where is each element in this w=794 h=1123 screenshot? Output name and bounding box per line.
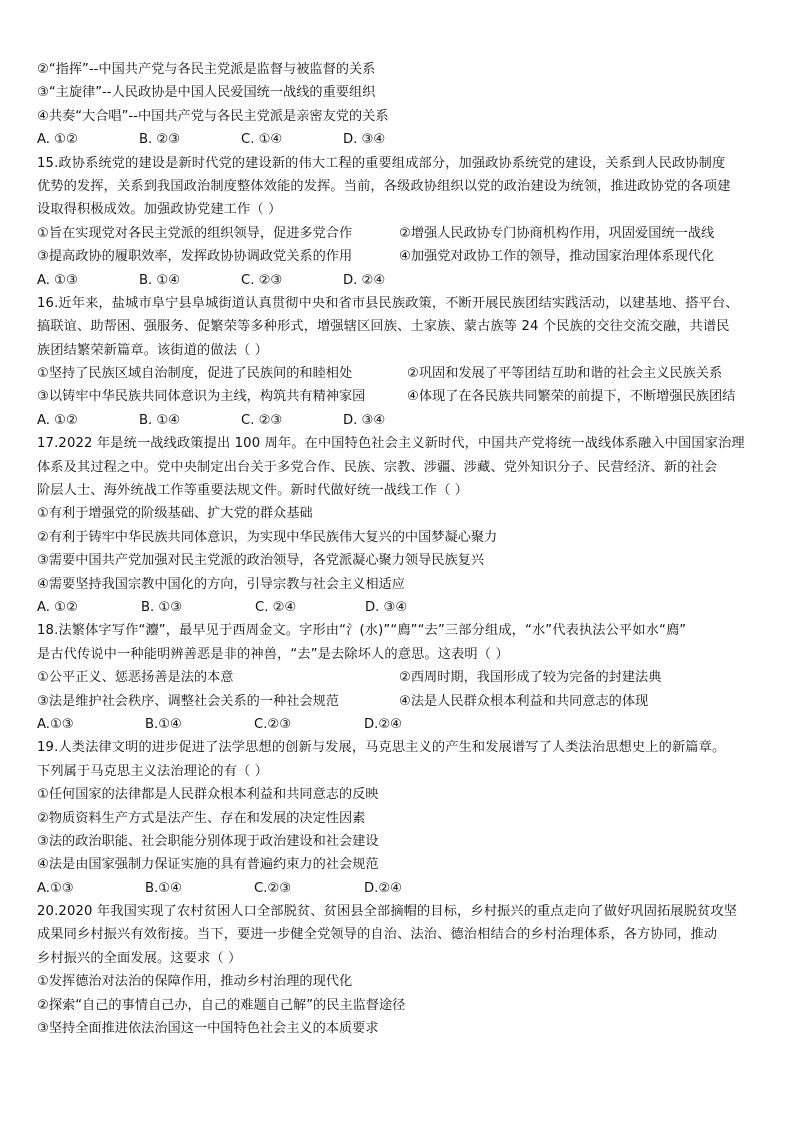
q15-answer-options bbox=[37, 269, 761, 292]
exam-page bbox=[37, 58, 761, 1040]
q18-stem-line-1: 18.法繁体字写作“灋”，最早见于西周金文。字形由“氵(水)”“廌”“去”三部分组成，“水”代表执法公平如水“廌” bbox=[37, 623, 687, 639]
q15-answer-b[interactable]: B. ①④ bbox=[139, 272, 181, 288]
q16-answer-d[interactable]: D. ③④ bbox=[343, 412, 386, 428]
q20-stem-line-1: 20.2020 年我国实现了农村贫困人口全部脱贫、贫困县全部摘帽的目标，乡村振兴的重点走向了做好巩固拓展脱贫攻坚 bbox=[37, 904, 738, 920]
q15-answer-c[interactable]: C. ②③ bbox=[241, 272, 283, 288]
q19-answer-d[interactable]: D.②④ bbox=[364, 880, 402, 896]
q14-answer-d[interactable]: D. ③④ bbox=[343, 132, 386, 148]
q17-statement-4: ④需要坚持我国宗教中国化的方向，引导宗教与社会主义相适应 bbox=[37, 576, 405, 592]
q15-answer-d[interactable]: D. ②④ bbox=[343, 272, 386, 288]
q18-answer-d[interactable]: D.②④ bbox=[364, 716, 402, 732]
q16-stem-line-3: 族团结繁荣新篇章。该街道的做法（ ） bbox=[37, 342, 269, 358]
q16-answer-c[interactable]: C. ②③ bbox=[241, 412, 283, 428]
q18-answer-a[interactable]: A.①③ bbox=[37, 716, 74, 732]
q16-statement-4: ④体现了在各民族共同繁荣的前提下，不断增强民族团结 bbox=[407, 389, 736, 405]
q17-answer-a[interactable]: A. ①② bbox=[37, 599, 78, 615]
q16-answer-b[interactable]: B. ①④ bbox=[139, 412, 181, 428]
q16-answer-options bbox=[37, 409, 761, 432]
q19-statement-4: ④法是由国家强制力保证实施的具有普遍约束力的社会规范 bbox=[37, 857, 379, 873]
q18-statement-1: ①公平正义、惩恶扬善是法的本意 bbox=[37, 670, 234, 686]
q20-stem-line-3: 乡村振兴的全面发展。这要求（ ） bbox=[37, 950, 242, 966]
q17-answer-b[interactable]: B. ①③ bbox=[141, 599, 183, 615]
q17-statement-2: ②有利于铸牢中华民族共同体意识，为实现中华民族伟大复兴的中国梦凝心聚力 bbox=[37, 529, 498, 545]
q18-stem-line-2: 是古代传说中一种能明辨善恶是非的神兽，“去”是去除坏人的意思。这表明（ ） bbox=[37, 646, 509, 662]
q18-answer-options bbox=[37, 713, 761, 736]
q15-statement-1: ①旨在实现党对各民主党派的组织领导，促进多党合作 bbox=[37, 225, 353, 241]
q14-answer-options bbox=[37, 128, 761, 151]
q19-stem-line-2: 下列属于马克思主义法治理论的有（ ） bbox=[37, 763, 269, 779]
q18-statement-2: ②西周时期，我国形成了较为完备的封建法典 bbox=[399, 670, 662, 686]
q16-statement-2: ②巩固和发展了平等团结互助和谐的社会主义民族关系 bbox=[407, 366, 723, 382]
q15-answer-a[interactable]: A. ①③ bbox=[37, 272, 78, 288]
q18-statements-1-2 bbox=[37, 666, 761, 689]
q18-statement-3: ③法是维护社会秩序、调整社会关系的一种社会规范 bbox=[37, 693, 339, 709]
q17-stem-line-3: 阶层人士、海外统战工作等重要法规文件。新时代做好统一战线工作（ ） bbox=[37, 483, 469, 499]
q19-statement-3: ③法的政治职能、社会职能分别体现于政治建设和社会建设 bbox=[37, 833, 379, 849]
q15-statements-3-4 bbox=[37, 245, 761, 268]
q16-statements-3-4 bbox=[37, 385, 761, 408]
q16-stem-line-2: 搞联谊、助帮困、强服务、促繁荣等多种形式，增强辖区回族、土家族、蒙古族等 24 个民族的交往交流交融，共谱民 bbox=[37, 319, 730, 335]
q14-statement-4: ④共奏“大合唱”--中国共产党与各民主党派是亲密友党的关系 bbox=[37, 108, 389, 124]
q17-stem-line-1: 17.2022 年是统一战线政策提出 100 周年。在中国特色社会主义新时代，中国共产党将统一战线体系融入中国国家治理 bbox=[37, 436, 745, 452]
q18-answer-c[interactable]: C.②③ bbox=[254, 716, 292, 732]
q18-statement-4: ④法是人民群众根本利益和共同意志的体现 bbox=[399, 693, 649, 709]
q15-statement-2: ②增强人民政协专门协商机构作用，巩固爱国统一战线 bbox=[399, 225, 715, 241]
q16-statements-1-2 bbox=[37, 362, 761, 385]
q20-statement-2: ②探索“自己的事情自己办，自己的难题自己解”的民主监督途径 bbox=[37, 997, 406, 1013]
q19-statement-1: ①任何国家的法律都是人民群众根本利益和共同意志的反映 bbox=[37, 787, 379, 803]
q17-statement-3: ③需要中国共产党加强对民主党派的政治领导，各党派凝心聚力领导民族复兴 bbox=[37, 553, 485, 569]
q16-answer-a[interactable]: A. ①② bbox=[37, 412, 78, 428]
q19-answer-b[interactable]: B.①④ bbox=[145, 880, 182, 896]
q19-statement-2: ②物质资料生产方式是法产生、存在和发展的决定性因素 bbox=[37, 810, 366, 826]
q17-answer-d[interactable]: D. ③④ bbox=[365, 599, 408, 615]
q20-statement-1: ①发挥德治对法治的保障作用，推动乡村治理的现代化 bbox=[37, 974, 353, 990]
q20-stem-line-2: 成果同乡村振兴有效衔接。当下，要进一步健全党领导的自治、法治、德治相结合的乡村治理体系，各方协同，推动 bbox=[37, 927, 718, 943]
q19-stem-line-1: 19.人类法律文明的进步促进了法学思想的创新与发展，马克思主义的产生和发展谱写了人类法治思想史上的新篇章。 bbox=[37, 740, 726, 756]
q19-answer-a[interactable]: A.①③ bbox=[37, 880, 74, 896]
q14-answer-c[interactable]: C. ①④ bbox=[241, 132, 283, 148]
q15-statements-1-2 bbox=[37, 222, 761, 245]
q15-statement-3: ③提高政协的履职效率，发挥政协协调政党关系的作用 bbox=[37, 249, 353, 265]
q17-answer-options bbox=[37, 596, 761, 619]
q17-statement-1: ①有利于增强党的阶级基础、扩大党的群众基础 bbox=[37, 506, 313, 522]
q14-answer-a[interactable]: A. ①② bbox=[37, 132, 78, 148]
q14-statement-2: ②“指挥”--中国共产党与各民主党派是监督与被监督的关系 bbox=[37, 62, 376, 77]
q18-answer-b[interactable]: B.①④ bbox=[145, 716, 182, 732]
q15-stem-line-2: 优势的发挥，关系到我国政治制度整体效能的发挥。当前，各级政协组织以党的政治建设为统领，推进政协党的各项建 bbox=[37, 178, 731, 194]
q16-statement-3: ③以铸牢中华民族共同体意识为主线，构筑共有精神家园 bbox=[37, 389, 366, 405]
q15-stem-line-1: 15.政协系统党的建设是新时代党的建设新的伟大工程的重要组成部分，加强政协系统党的建设，关系到人民政协制度 bbox=[37, 155, 726, 171]
q17-stem-line-2: 体系及其过程之中。党中央制定出台关于多党合作、民族、宗教、涉疆、涉藏、党外知识分子、民营经济、新的社会 bbox=[37, 459, 718, 475]
q14-statement-3: ③“主旋律”--人民政协是中国人民爱国统一战线的重要组织 bbox=[37, 85, 376, 101]
q20-statement-3: ③坚持全面推进依法治国这一中国特色社会主义的本质要求 bbox=[37, 1021, 379, 1037]
q17-answer-c[interactable]: C. ②④ bbox=[255, 599, 297, 615]
q15-stem-line-3: 设取得积极成效。加强政协党建工作（ ） bbox=[37, 202, 282, 218]
q19-answer-c[interactable]: C.②③ bbox=[254, 880, 292, 896]
q16-stem-line-1: 16.近年来，盐城市阜宁县阜城街道认真贯彻中央和省市县民族政策，不断开展民族团结实践活动，以建基地、搭平台、 bbox=[37, 295, 739, 311]
q15-statement-4: ④加强党对政协工作的领导，推动国家治理体系现代化 bbox=[399, 249, 715, 265]
q18-statements-3-4 bbox=[37, 690, 761, 713]
q19-answer-options bbox=[37, 877, 761, 900]
q14-answer-b[interactable]: B. ②③ bbox=[139, 132, 181, 148]
q16-statement-1: ①坚持了民族区域自治制度，促进了民族间的和睦相处 bbox=[37, 366, 353, 382]
